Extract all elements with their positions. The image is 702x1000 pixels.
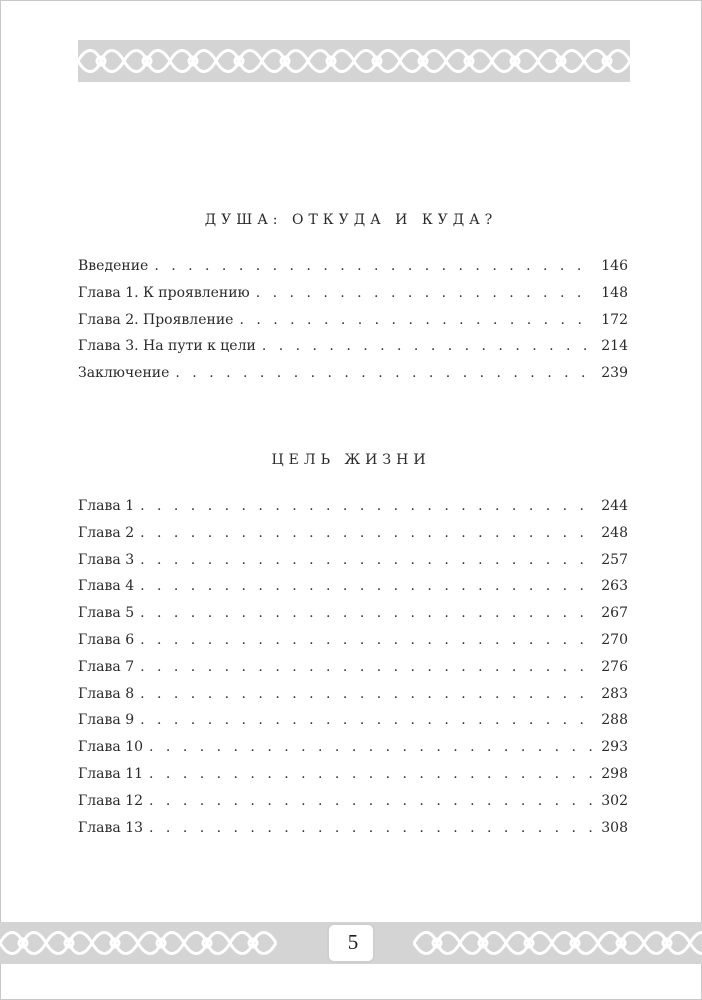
- toc-entry-page: 148: [601, 284, 628, 301]
- toc-entry-page: 239: [601, 365, 628, 382]
- toc-entry-page: 283: [601, 685, 628, 702]
- toc-entry-label: Глава 3. На пути к цели: [78, 338, 256, 355]
- toc-entry-label: Глава 6: [78, 631, 135, 648]
- toc-entry-label: Заключение: [78, 365, 170, 382]
- toc-list-1: [78, 258, 628, 392]
- leader-dots: [140, 525, 594, 541]
- toc-entry-label: Глава 9: [78, 712, 135, 729]
- toc-entry[interactable]: [78, 632, 628, 659]
- toc-entry-page: 270: [601, 631, 628, 648]
- section-title-1: ДУША: ОТКУДА И КУДА?: [204, 212, 498, 228]
- toc-entry-page: 146: [601, 258, 628, 274]
- toc-entry-label: Глава 1: [78, 498, 135, 514]
- toc-entry[interactable]: [78, 258, 628, 285]
- toc-entry-label: Глава 3: [78, 551, 135, 568]
- leader-dots: [140, 659, 594, 675]
- toc-entry-page: 308: [601, 819, 628, 836]
- page-number: 5: [347, 930, 359, 954]
- toc-entry[interactable]: [78, 365, 628, 392]
- leader-dots: [140, 605, 594, 621]
- toc-entry-page: 302: [601, 792, 628, 809]
- leader-dots: [140, 498, 594, 514]
- toc-entry[interactable]: [78, 285, 628, 312]
- leader-dots: [140, 712, 594, 728]
- toc-entry-page: 276: [601, 658, 628, 675]
- leader-dots: [140, 632, 594, 648]
- toc-entry[interactable]: [78, 659, 628, 686]
- leader-dots: [149, 820, 594, 836]
- leader-dots: [256, 285, 594, 301]
- leader-dots: [149, 739, 594, 755]
- toc-entry[interactable]: [78, 338, 628, 365]
- toc-entry-label: Глава 2. Проявление: [78, 311, 234, 328]
- toc-entry[interactable]: [78, 552, 628, 579]
- leader-dots: [140, 686, 594, 702]
- toc-entry[interactable]: [78, 766, 628, 793]
- toc-entry[interactable]: [78, 578, 628, 605]
- toc-entry[interactable]: [78, 312, 628, 339]
- section-title-2: ЦЕЛЬ ЖИЗНИ: [271, 452, 431, 468]
- toc-entry-label: Глава 11: [78, 765, 144, 782]
- toc-entry-label: Глава 7: [78, 658, 135, 675]
- toc-entry-label: Введение: [78, 258, 149, 274]
- toc-entry-page: 244: [601, 498, 628, 514]
- leader-dots: [175, 365, 594, 381]
- toc-entry[interactable]: [78, 739, 628, 766]
- leader-dots: [140, 552, 594, 568]
- toc-entry-page: 257: [601, 551, 628, 568]
- toc-entry-page: 293: [601, 739, 628, 756]
- toc-entry[interactable]: [78, 525, 628, 552]
- toc-entry-page: 267: [601, 605, 628, 622]
- toc-entry-page: 288: [601, 712, 628, 729]
- toc-entry[interactable]: [78, 605, 628, 632]
- toc-entry-label: Глава 4: [78, 578, 135, 595]
- toc-entry-page: 248: [601, 524, 628, 541]
- leader-dots: [154, 258, 594, 274]
- toc-entry-label: Глава 13: [78, 819, 144, 836]
- toc-entry[interactable]: [78, 793, 628, 820]
- toc-entry-label: Глава 5: [78, 605, 135, 622]
- toc-entry-page: 298: [601, 765, 628, 782]
- toc-entry[interactable]: [78, 686, 628, 713]
- toc-entry-page: 172: [601, 311, 628, 328]
- toc-entry[interactable]: [78, 498, 628, 525]
- leader-dots: [140, 578, 594, 594]
- leader-dots: [262, 338, 594, 354]
- leader-dots: [149, 766, 594, 782]
- toc-entry-label: Глава 1. К проявлению: [78, 284, 250, 301]
- toc-entry[interactable]: [78, 712, 628, 739]
- leader-dots: [239, 312, 594, 328]
- toc-entry-page: 214: [601, 338, 628, 355]
- toc-entry-label: Глава 8: [78, 685, 135, 702]
- toc-entry-label: Глава 10: [78, 739, 144, 756]
- toc-entry-label: Глава 12: [78, 792, 144, 809]
- toc-entry-label: Глава 2: [78, 524, 135, 541]
- leader-dots: [149, 793, 594, 809]
- top-ornament-band: [78, 40, 630, 82]
- toc-list-2: [78, 498, 628, 846]
- toc-entry-page: 263: [601, 578, 628, 595]
- toc-entry[interactable]: [78, 820, 628, 847]
